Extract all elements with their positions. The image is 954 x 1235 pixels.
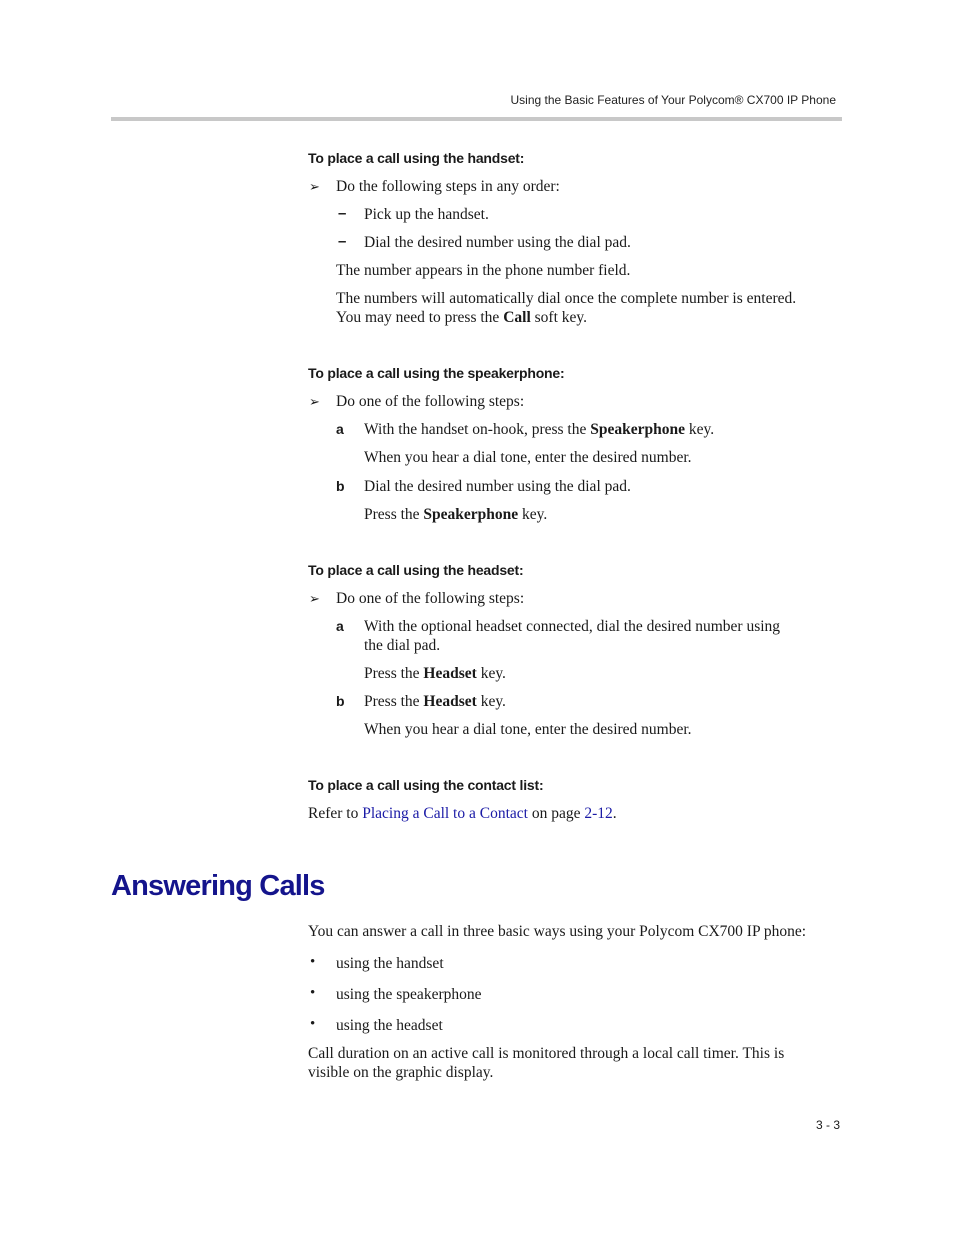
arrow-bullet-icon: ➢: [309, 180, 320, 195]
header-rule: [111, 117, 842, 121]
answering-outro-line-2: visible on the graphic display.: [308, 1064, 494, 1081]
headset-step-a-line-1: With the optional headset connected, dial the desired number using: [364, 618, 781, 635]
speakerphone-intro: Do one of the following steps:: [336, 393, 525, 410]
arrow-bullet-icon: ➢: [309, 395, 320, 410]
list-item: using the handset: [336, 955, 444, 972]
speakerphone-step-a-note: When you hear a dial tone, enter the desired number.: [364, 449, 692, 466]
list-item: using the headset: [336, 1017, 443, 1034]
speakerphone-step-b: Dial the desired number using the dial pad.: [364, 478, 631, 495]
step-label-a: a: [336, 618, 344, 634]
handset-note-2-line-1: The numbers will automatically dial once the complete number is entered.: [336, 290, 797, 307]
dash-bullet-icon: –: [338, 233, 347, 250]
headset-step-a-note: Press the Headset key.: [364, 665, 506, 682]
bullet-icon: •: [310, 954, 316, 970]
headset-step-a-line-2: the dial pad.: [364, 637, 441, 654]
headset-step-b: Press the Headset key.: [364, 693, 506, 710]
contact-reference: Refer to Placing a Call to a Contact on page 2-12.: [308, 805, 617, 822]
list-item: using the speakerphone: [336, 986, 482, 1003]
handset-intro: Do the following steps in any order:: [336, 178, 560, 195]
headset-heading: To place a call using the headset:: [308, 562, 524, 578]
step-label-b: b: [336, 693, 345, 709]
running-header: Using the Basic Features of Your Polycom® CX700 IP Phone: [510, 93, 836, 107]
handset-note-1: The number appears in the phone number field.: [336, 262, 631, 279]
contact-link[interactable]: Placing a Call to a Contact: [362, 805, 528, 822]
arrow-bullet-icon: ➢: [309, 592, 320, 607]
handset-step-1: Pick up the handset.: [364, 206, 489, 223]
handset-heading: To place a call using the handset:: [308, 150, 525, 166]
bullet-icon: •: [310, 985, 316, 1001]
step-label-a: a: [336, 421, 344, 437]
headset-intro: Do one of the following steps:: [336, 590, 525, 607]
section-title: Answering Calls: [111, 870, 325, 902]
speakerphone-heading: To place a call using the speakerphone:: [308, 365, 565, 381]
handset-step-2: Dial the desired number using the dial pad.: [364, 234, 631, 251]
speakerphone-step-a: With the handset on-hook, press the Speakerphone key.: [364, 421, 715, 438]
bullet-icon: •: [310, 1016, 316, 1032]
contact-heading: To place a call using the contact list:: [308, 777, 544, 793]
page-link[interactable]: 2-12: [584, 805, 613, 822]
handset-note-2-line-2: You may need to press the Call soft key.: [336, 309, 587, 326]
answering-outro-line-1: Call duration on an active call is monitored through a local call timer. This is: [308, 1045, 785, 1062]
page-number: 3 - 3: [815, 1118, 840, 1132]
dash-bullet-icon: –: [338, 205, 347, 222]
speakerphone-step-b-note: Press the Speakerphone key.: [364, 506, 548, 523]
answering-intro: You can answer a call in three basic ways using your Polycom CX700 IP phone:: [308, 923, 807, 940]
headset-step-b-note: When you hear a dial tone, enter the desired number.: [364, 721, 692, 738]
step-label-b: b: [336, 478, 345, 494]
